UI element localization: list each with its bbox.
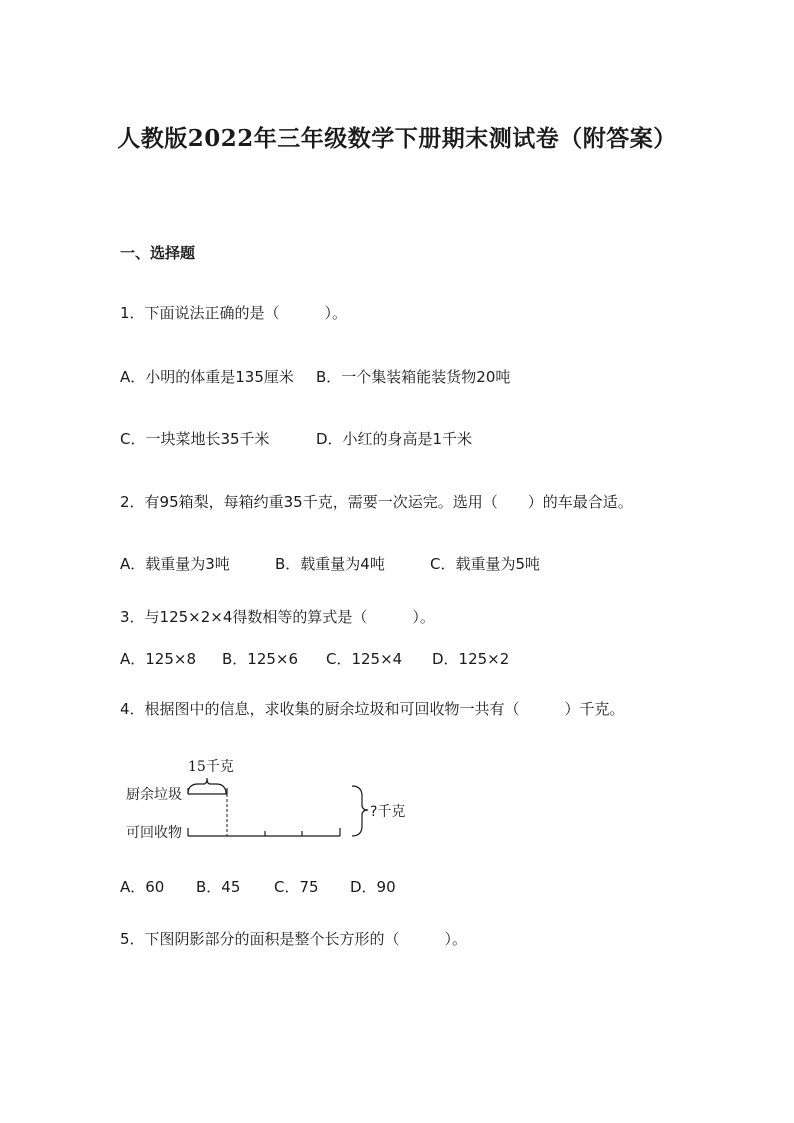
- diagram-top-brace: [188, 778, 226, 794]
- diagram-row2-label: 可回收物: [126, 825, 182, 841]
- q1-option-a[interactable]: A．小明的体重是135厘米: [120, 368, 294, 386]
- question-4: 4．根据图中的信息，求收集的厨余垃圾和可回收物一共有（ ）千克。: [120, 700, 625, 718]
- question-1-options-row-2: [120, 428, 472, 449]
- q1-option-d[interactable]: D．小红的身高是1千米: [316, 430, 473, 448]
- q3-option-a[interactable]: A．125×8: [120, 650, 197, 668]
- q3-option-b[interactable]: B．125×6: [222, 650, 299, 668]
- diagram-total-brace: [352, 786, 368, 836]
- diagram-row1-label: 厨余垃圾: [126, 787, 182, 803]
- diagram-total-label: ?千克: [370, 804, 406, 820]
- question-1-options-row-1: [120, 366, 510, 387]
- question-5: 5．下图阴影部分的面积是整个长方形的（ ）。: [120, 930, 468, 948]
- line-segment-diagram: [110, 752, 430, 852]
- diagram-top-label: 15千克: [188, 759, 234, 775]
- q3-option-d[interactable]: D．125×2: [432, 650, 510, 668]
- q1-option-b[interactable]: B．一个集装箱能装货物20吨: [316, 368, 511, 386]
- question-4-options-row: [120, 876, 396, 897]
- q1-option-c[interactable]: C．一块菜地长35千米: [120, 430, 270, 448]
- q4-option-b[interactable]: B．45: [196, 878, 241, 896]
- question-1: 1．下面说法正确的是（ ）。: [120, 304, 348, 322]
- question-3: 3．与125×2×4得数相等的算式是（ ）。: [120, 608, 435, 626]
- q2-option-c[interactable]: C．载重量为5吨: [430, 555, 541, 573]
- section-heading: 一、选择题: [120, 244, 196, 262]
- question-2: 2．有95箱梨，每箱约重35千克，需要一次运完。选用（ ）的车最合适。: [120, 493, 633, 511]
- q4-option-a[interactable]: A．60: [120, 878, 165, 896]
- q2-option-b[interactable]: B．载重量为4吨: [275, 555, 385, 573]
- q2-option-a[interactable]: A．载重量为3吨: [120, 555, 230, 573]
- q4-option-d[interactable]: D．90: [350, 878, 396, 896]
- q4-option-c[interactable]: C．75: [274, 878, 319, 896]
- question-2-options-row: [120, 553, 540, 574]
- q3-option-c[interactable]: C．125×4: [326, 650, 403, 668]
- question-3-options-row: [120, 648, 509, 669]
- page-title: 人教版2022年三年级数学下册期末测试卷（附答案）: [117, 125, 677, 152]
